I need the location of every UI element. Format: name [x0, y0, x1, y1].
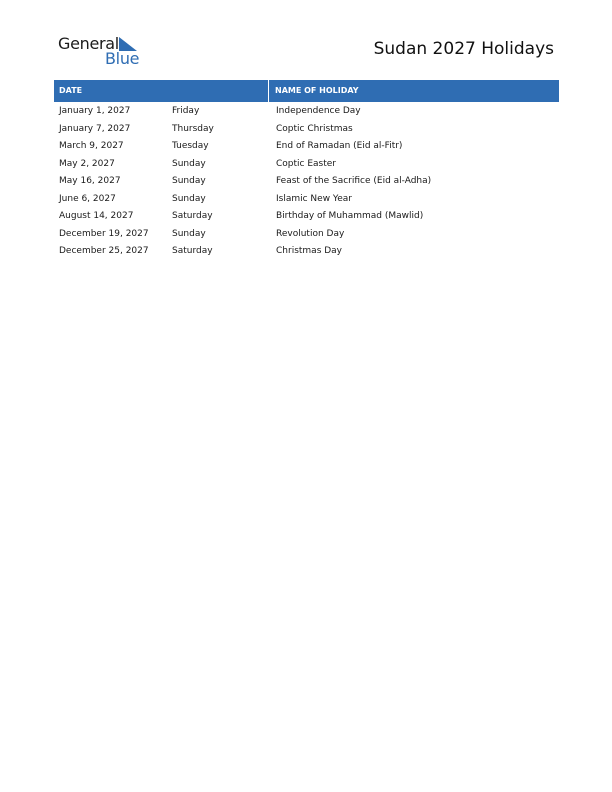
cell-day: Sunday: [172, 158, 206, 169]
cell-holiday-name: Islamic New Year: [276, 193, 352, 204]
cell-holiday-name: Feast of the Sacrifice (Eid al-Adha): [276, 176, 432, 186]
table-row: [54, 173, 559, 191]
cell-holiday-name: Independence Day: [276, 106, 361, 116]
table-row: [54, 191, 559, 209]
cell-date: August 14, 2027: [59, 211, 134, 221]
cell-holiday-name: Birthday of Muhammad (Mawlid): [276, 211, 424, 221]
cell-date: May 2, 2027: [59, 158, 115, 169]
cell-date: March 9, 2027: [59, 141, 124, 151]
cell-holiday-name: Coptic Easter: [276, 158, 336, 169]
table-row: [54, 121, 559, 139]
cell-day: Sunday: [172, 176, 206, 186]
cell-day: Saturday: [172, 211, 213, 221]
cell-holiday-name: Christmas Day: [276, 246, 343, 256]
cell-holiday-name: Revolution Day: [276, 228, 345, 239]
table-row: [54, 138, 559, 156]
logo-word-general: General: [58, 34, 119, 53]
header-date: DATE: [54, 80, 269, 102]
cell-day: Thursday: [172, 123, 214, 134]
cell-day: Tuesday: [172, 141, 209, 151]
cell-day: Sunday: [172, 228, 206, 239]
page-title: Sudan 2027 Holidays: [373, 39, 554, 59]
cell-date: December 25, 2027: [59, 246, 149, 256]
cell-date: May 16, 2027: [59, 176, 121, 186]
cell-holiday-name: Coptic Christmas: [276, 123, 353, 134]
table-header: [54, 80, 559, 102]
cell-date: January 7, 2027: [59, 123, 131, 134]
cell-date: June 6, 2027: [59, 193, 116, 204]
header-holiday-name: NAME OF HOLIDAY: [275, 86, 359, 95]
holiday-table: [54, 80, 559, 261]
cell-day: Sunday: [172, 193, 206, 204]
cell-holiday-name: End of Ramadan (Eid al-Fitr): [276, 141, 403, 151]
table-body: [54, 102, 559, 261]
table-row: [54, 243, 559, 261]
table-row: [54, 208, 559, 226]
logo: [58, 34, 148, 68]
cell-date: January 1, 2027: [59, 106, 131, 116]
table-row: [54, 226, 559, 244]
cell-date: December 19, 2027: [59, 228, 149, 239]
logo-word-blue: Blue: [105, 49, 140, 68]
table-row: [54, 103, 559, 121]
cell-day: Friday: [172, 106, 200, 116]
cell-day: Saturday: [172, 246, 213, 256]
table-row: [54, 156, 559, 174]
